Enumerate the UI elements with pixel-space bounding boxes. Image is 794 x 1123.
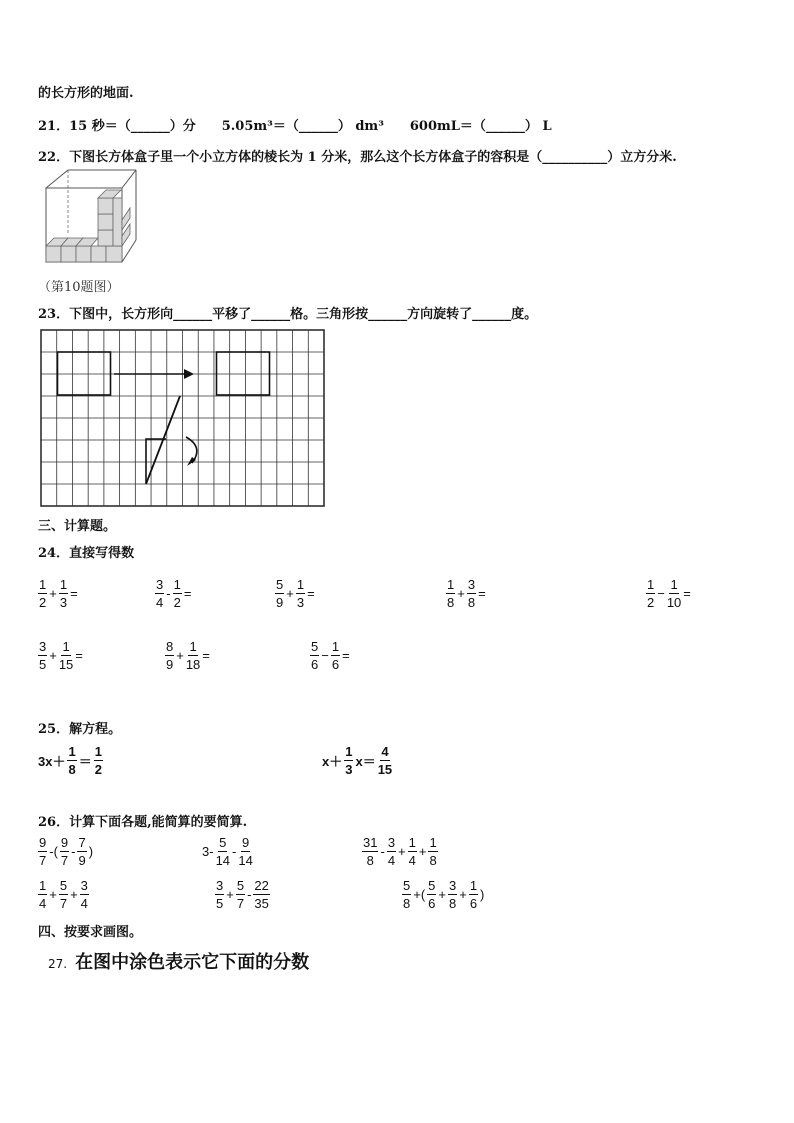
operator: - <box>232 844 237 859</box>
q26-expression <box>402 879 484 910</box>
question-22: 22．下图长方体盒子里一个小立方体的棱长为 1 分米，那么这个长方体盒子的容积是（__________）立方分米. <box>38 150 677 165</box>
fraction: $\frac{3}{4}$ <box>156 577 164 610</box>
question-25: 25．解方程。 <box>38 722 122 737</box>
fraction: $\frac{1}{10}$ <box>666 577 682 610</box>
operator: = <box>683 586 691 601</box>
operator: + <box>286 586 294 601</box>
operator: = <box>307 586 315 601</box>
fraction: $\frac{3}{4}$ <box>387 835 396 868</box>
question-27 <box>48 948 309 974</box>
operator: ) <box>88 844 94 859</box>
q25-equation <box>322 745 392 776</box>
question-26: 26．计算下面各题,能简算的要简算. <box>38 815 248 830</box>
fraction: $\frac{1}{6}$ <box>469 878 478 911</box>
operator: x＝ <box>355 754 376 769</box>
operator: ＝ <box>78 754 92 769</box>
operator: - <box>166 586 171 601</box>
q24-item <box>38 578 78 609</box>
q25-equation <box>38 745 103 776</box>
fraction: $\frac{1}{6}$ <box>331 639 340 672</box>
operator: + <box>457 586 465 601</box>
operator: +( <box>413 887 426 902</box>
question-24: 24．直接写得数 <box>38 546 135 561</box>
fraction: $\frac{22}{35}$ <box>254 878 269 911</box>
fraction: $\frac{1}{3}$ <box>296 577 305 610</box>
q24-item <box>38 640 83 671</box>
fraction: $\frac{1}{8}$ <box>68 744 76 777</box>
question-27-number: 27. <box>48 957 68 971</box>
operator: + <box>438 887 446 902</box>
fraction: $\frac{1}{8}$ <box>447 577 455 610</box>
q24-item <box>646 578 691 609</box>
operator: = <box>75 648 83 663</box>
fraction: $\frac{1}{4}$ <box>39 878 47 911</box>
operator: ) <box>480 887 485 902</box>
fraction: $\frac{8}{9}$ <box>166 639 174 672</box>
fraction: $\frac{5}{7}$ <box>236 878 245 911</box>
operator: - <box>380 844 385 859</box>
question-21: 21．15 秒＝（______）分 5.05m³＝（______） dm³ 600mL＝（______） L <box>38 119 552 134</box>
operator: + <box>49 648 57 663</box>
q20-tail-line: 的长方形的地面. <box>38 86 134 101</box>
cuboid-box-figure <box>42 168 142 264</box>
fraction: $\frac{5}{6}$ <box>311 639 319 672</box>
q24-item <box>165 640 210 671</box>
operator: + <box>398 844 406 859</box>
q26-expression <box>38 836 93 867</box>
operator: + <box>418 844 427 859</box>
operator: 3- <box>202 844 214 859</box>
grid-transform-figure <box>40 329 325 507</box>
fraction: $\frac{9}{7}$ <box>39 835 47 868</box>
fraction: $\frac{3}{8}$ <box>448 878 457 911</box>
operator: − <box>657 586 665 601</box>
operator: + <box>459 887 467 902</box>
q26-expression <box>38 879 89 910</box>
fraction: $\frac{9}{7}$ <box>60 835 69 868</box>
fraction: $\frac{9}{14}$ <box>238 835 253 868</box>
fraction: $\frac{1}{3}$ <box>59 577 68 610</box>
fraction: $\frac{1}{2}$ <box>173 577 181 610</box>
q24-item <box>155 578 191 609</box>
section-4-heading: 四、按要求画图。 <box>38 925 143 940</box>
fraction: $\frac{5}{9}$ <box>276 577 284 610</box>
q26-expression <box>202 836 253 867</box>
operator: = <box>342 648 350 663</box>
fraction: $\frac{3}{5}$ <box>216 878 224 911</box>
operator: - <box>71 844 76 859</box>
question-27-text: 在图中涂色表示它下面的分数 <box>75 952 310 973</box>
q24-item <box>446 578 486 609</box>
operator: x＋ <box>322 754 343 769</box>
question-23: 23．下图中，长方形向______平移了______格。三角形按______方向旋转了______度。 <box>38 307 538 322</box>
operator: + <box>176 648 184 663</box>
fraction: $\frac{3}{5}$ <box>39 639 47 672</box>
fraction: $\frac{1}{2}$ <box>94 744 102 777</box>
fraction: $\frac{1}{2}$ <box>39 577 47 610</box>
operator: + <box>49 887 57 902</box>
operator: 3x＋ <box>38 754 66 769</box>
operator: -( <box>49 844 58 859</box>
operator: = <box>70 586 78 601</box>
operator: - <box>247 887 252 902</box>
fraction: $\frac{3}{8}$ <box>467 577 476 610</box>
q24-item <box>275 578 315 609</box>
operator: − <box>321 648 329 663</box>
operator: = <box>478 586 486 601</box>
fraction: $\frac{1}{3}$ <box>345 744 353 777</box>
fraction: $\frac{5}{8}$ <box>403 878 411 911</box>
fraction: $\frac{31}{8}$ <box>363 835 378 868</box>
fraction: $\frac{1}{8}$ <box>429 835 437 868</box>
fraction: $\frac{5}{7}$ <box>59 878 68 911</box>
operator: + <box>49 586 57 601</box>
fraction: $\frac{1}{15}$ <box>58 639 74 672</box>
fraction: $\frac{1}{18}$ <box>185 639 201 672</box>
fraction: $\frac{3}{4}$ <box>80 878 88 911</box>
q26-expression <box>215 879 270 910</box>
figure-caption: （第10题图） <box>38 280 120 295</box>
fraction: $\frac{7}{9}$ <box>78 835 86 868</box>
fraction: $\frac{1}{4}$ <box>408 835 416 868</box>
operator: + <box>70 887 78 902</box>
fraction: $\frac{5}{14}$ <box>215 835 231 868</box>
operator: = <box>183 586 192 601</box>
operator: = <box>202 648 210 663</box>
fraction: $\frac{1}{2}$ <box>647 577 655 610</box>
fraction: $\frac{4}{15}$ <box>377 744 393 777</box>
fraction: $\frac{5}{6}$ <box>428 878 436 911</box>
q26-expression <box>362 836 438 867</box>
section-3-heading: 三、计算题。 <box>38 519 117 534</box>
operator: + <box>226 887 234 902</box>
q24-item <box>310 640 350 671</box>
